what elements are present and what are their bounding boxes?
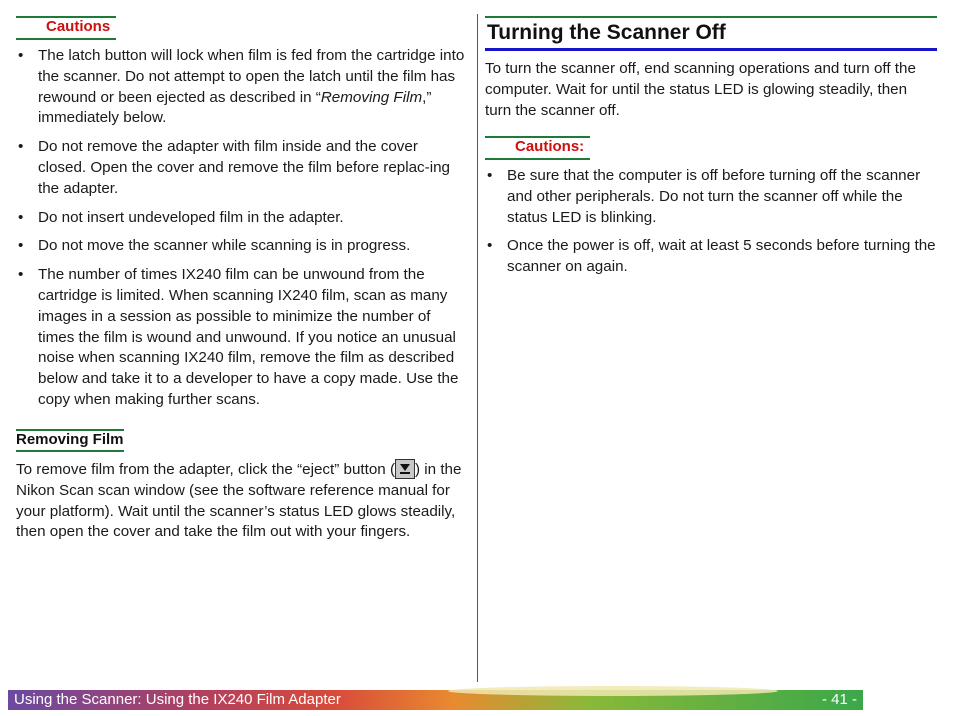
footer-title: Using the Scanner: Using the IX240 Film Adapter (14, 691, 341, 708)
intro-paragraph: To turn the scanner off, end scanning operations and turn off the computer. Wait for until the status LED is glowing steadily, then turn the scanner off. (485, 60, 916, 119)
bullet: • (18, 266, 24, 284)
list-item (485, 236, 937, 278)
caution-text: Be sure that the computer is off before turning off the scanner and other peripherals. Do not turn the scanner off while the status LED is blinking. (507, 167, 921, 226)
caution-text: The number of times IX240 film can be unwound from the cartridge is limited. When scanning IX240 film, scan as many images in a session as possible to minimize the number of times the film is wound and unwound. If you notice an unusual noise when scanning IX240 film, remove the film as described below and take it to a developer to have a copy made. Use the copy when making further scans. (38, 266, 459, 408)
caution-text: ,” immediately below. (38, 88, 432, 127)
bullet: • (487, 167, 493, 184)
footer-bar (8, 690, 863, 710)
decorative-swoosh (448, 686, 778, 696)
bullet: • (487, 237, 493, 255)
caution-text: The latch button will lock when film is fed from the cartridge into the scanner. Do not attempt to open the latch until the film has rewound or been ejected as described in “ (38, 47, 465, 106)
list-item (16, 46, 468, 129)
list-item (16, 265, 468, 411)
page-number: - 41 - (821, 691, 857, 708)
list-item (485, 166, 937, 228)
column-divider (477, 14, 478, 682)
paragraph-text: To remove film from the adapter, click the “eject” button ( (16, 461, 395, 478)
cautions-list (16, 46, 468, 419)
removing-film-paragraph (16, 459, 462, 543)
page-title: Turning the Scanner Off (485, 16, 937, 51)
bullet: • (18, 208, 24, 226)
list-item (16, 137, 468, 199)
cautions-heading: Cautions: (485, 136, 590, 160)
bullet: • (18, 47, 24, 64)
removing-film-heading: Removing Film (16, 429, 124, 452)
bullet: • (18, 138, 24, 156)
caution-text: Do not move the scanner while scanning is in progress. (38, 237, 411, 255)
paragraph-text: ) in the Nikon Scan scan window (see the software reference manual for your platform). Wait until the scanner’s status LED glows steadily, then open the cover and take the film out with your fingers. (16, 461, 462, 541)
list-item (16, 208, 468, 229)
list-item (16, 236, 468, 257)
eject-icon[interactable] (395, 459, 415, 479)
cautions-list (485, 166, 937, 286)
cautions-heading: Cautions (16, 16, 116, 40)
bullet: • (18, 237, 24, 255)
caution-text: Do not remove the adapter with film inside and the cover closed. Open the cover and remove the film before replac-ing the adapter. (38, 138, 450, 197)
caution-text: Do not insert undeveloped film in the adapter. (38, 208, 344, 226)
cross-reference: Removing Film (320, 88, 423, 106)
caution-text: Once the power is off, wait at least 5 seconds before turning the scanner on again. (507, 237, 936, 276)
